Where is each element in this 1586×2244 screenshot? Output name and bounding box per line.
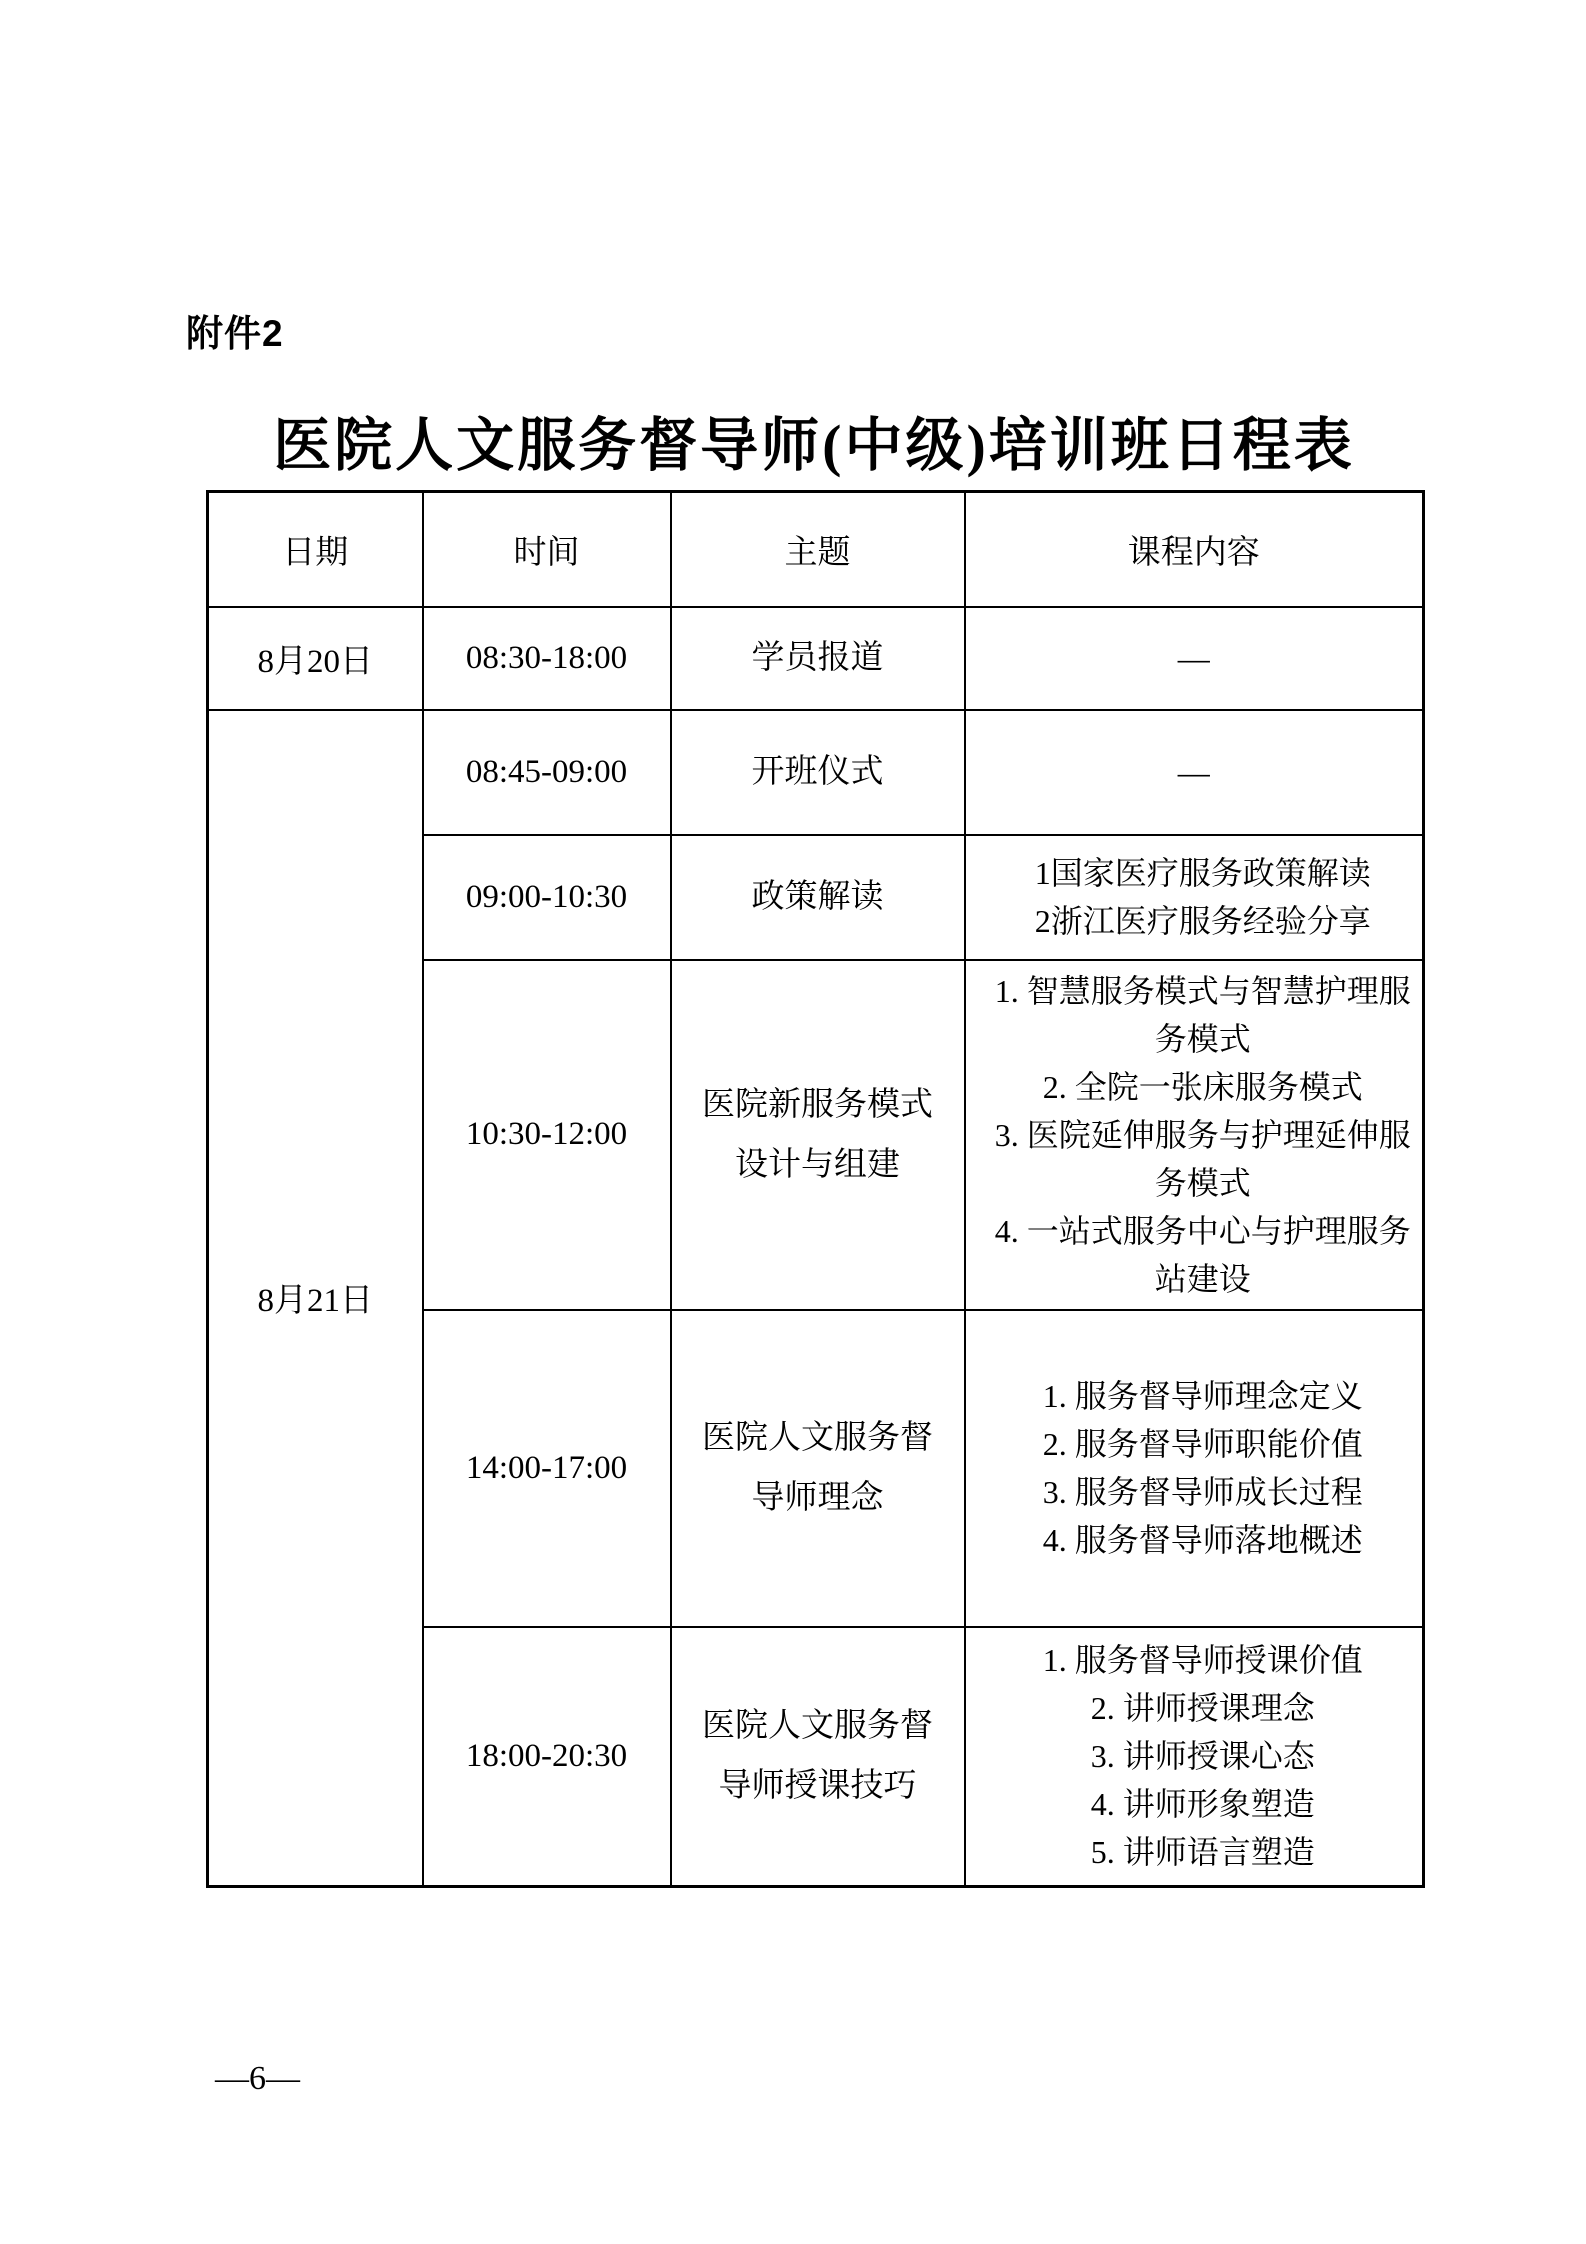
content-item: 4. 讲师形象塑造 (1090, 1786, 1315, 1823)
content-cell (965, 710, 1424, 835)
dash-placeholder: — (1177, 640, 1210, 676)
content-item: 3. 服务督导师成长过程 (1042, 1474, 1363, 1510)
date-cell-aug21: 8月21日 (208, 710, 423, 1887)
content-item: 3. 医院延伸服务与护理延伸服务模式 (994, 1116, 1411, 1201)
table-row (208, 710, 1424, 835)
topic-cell: 医院新服务模式设计与组建 (671, 960, 965, 1310)
content-item: 5. 讲师语言塑造 (1090, 1834, 1315, 1871)
topic-cell: 医院人文服务督导师理念 (671, 1310, 965, 1627)
time-cell: 08:30-18:00 (423, 607, 671, 710)
content-item: 1. 智慧服务模式与智慧护理服务模式 (994, 972, 1411, 1057)
topic-cell: 学员报道 (671, 607, 965, 710)
time-cell: 09:00-10:30 (423, 835, 671, 960)
page-number: —6— (215, 2060, 300, 2097)
page-title: 医院人文服务督导师(中级)培训班日程表 (273, 413, 1355, 478)
content-item: 2. 全院一张床服务模式 (1042, 1068, 1363, 1105)
header-content: 课程内容 (965, 492, 1424, 607)
time-cell: 08:45-09:00 (423, 710, 671, 835)
content-cell (965, 960, 1424, 1310)
content-cell (965, 1627, 1424, 1887)
content-item: 1国家医疗服务政策解读 (1034, 855, 1371, 891)
content-cell (965, 835, 1424, 960)
topic-cell: 开班仪式 (671, 710, 965, 835)
content-item: 2. 讲师授课理念 (1090, 1690, 1315, 1727)
content-cell (965, 607, 1424, 710)
dash-placeholder: — (1177, 754, 1210, 790)
topic-cell: 医院人文服务督导师授课技巧 (671, 1627, 965, 1887)
header-time: 时间 (423, 492, 671, 607)
topic-cell: 政策解读 (671, 835, 965, 960)
content-item: 2. 服务督导师职能价值 (1042, 1426, 1363, 1462)
attachment-label: 附件2 (186, 313, 284, 354)
content-item: 2浙江医疗服务经验分享 (1034, 903, 1371, 939)
header-date: 日期 (208, 492, 423, 607)
table-row (208, 607, 1424, 710)
content-item: 4. 服务督导师落地概述 (1042, 1522, 1363, 1558)
content-item: 3. 讲师授课心态 (1090, 1738, 1315, 1775)
table-header-row (208, 492, 1424, 607)
content-item: 4. 一站式服务中心与护理服务站建设 (994, 1212, 1411, 1297)
content-cell (965, 1310, 1424, 1627)
schedule-table (206, 490, 1425, 1888)
content-item: 1. 服务督导师授课价值 (1042, 1642, 1363, 1679)
date-cell-aug20: 8月20日 (208, 607, 423, 710)
content-item: 1. 服务督导师理念定义 (1042, 1378, 1363, 1414)
time-cell: 10:30-12:00 (423, 960, 671, 1310)
header-topic: 主题 (671, 492, 965, 607)
time-cell: 14:00-17:00 (423, 1310, 671, 1627)
time-cell: 18:00-20:30 (423, 1627, 671, 1887)
